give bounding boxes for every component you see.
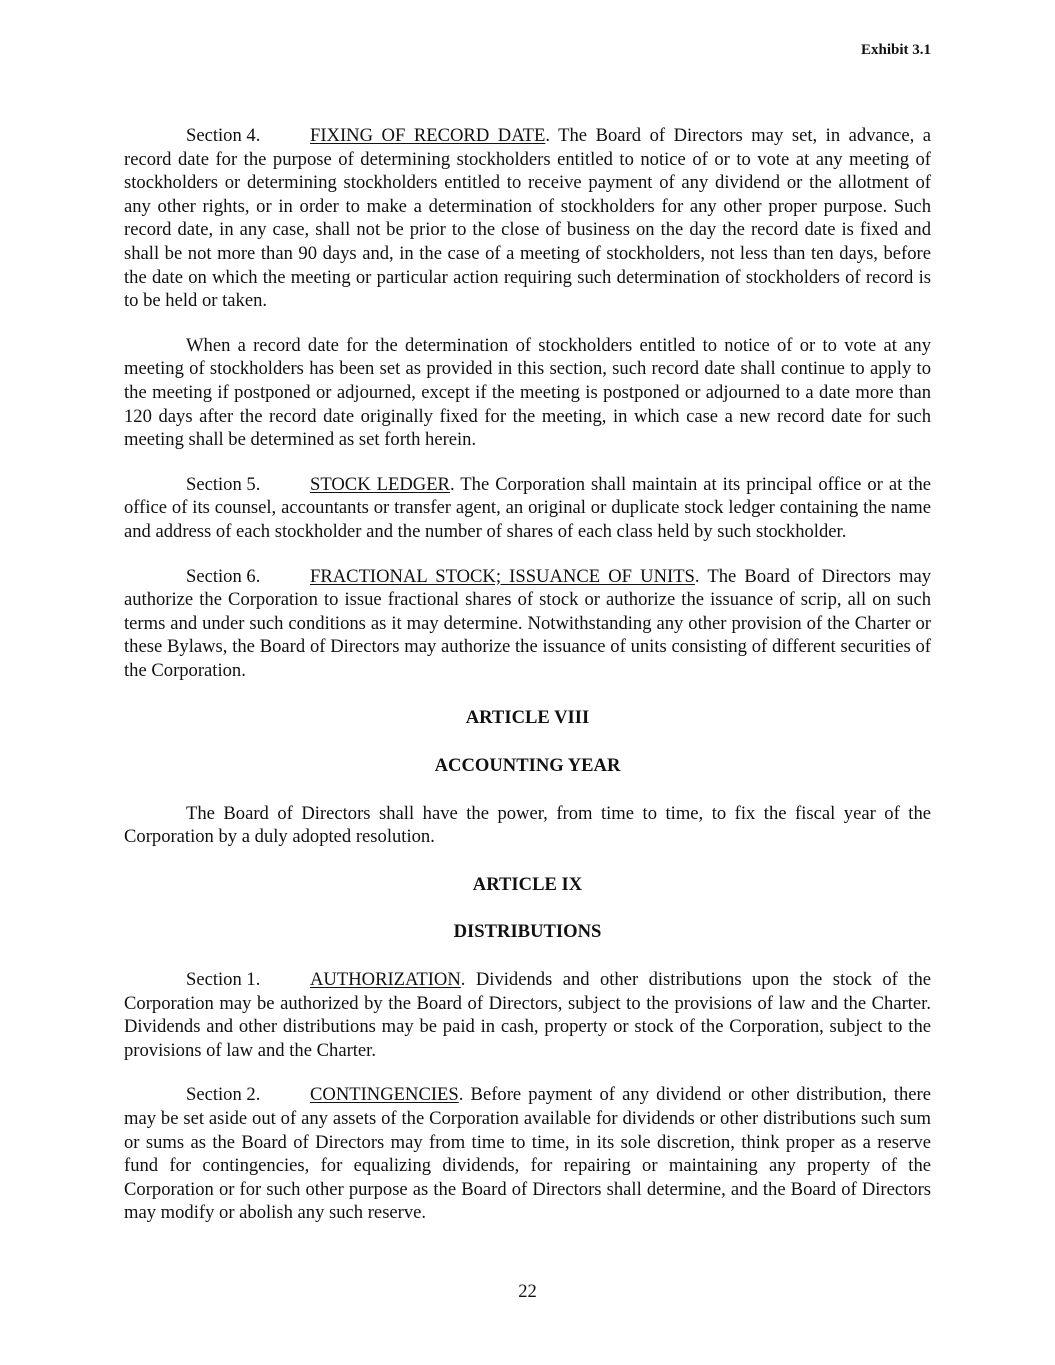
page-number: 22 (518, 1281, 537, 1302)
accounting-year-paragraph: The Board of Directors shall have the power, from time to time, to fix the fiscal year of the Corporation by a duly adopted resolution. (124, 802, 931, 848)
section-text: . The Corporation shall maintain at its principal office or at the office of its counsel, accountants or transfer agent, an original or duplicate stock ledger containing the name and address of each stockholder and the number of shares of each class held by such stockholder. (124, 473, 931, 542)
exhibit-label: Exhibit 3.1 (860, 42, 931, 58)
section-1-paragraph (124, 968, 931, 1062)
section-text: . The Board of Directors may set, in advance, a record date for the purpose of determining stockholders entitled to notice of or to vote at any meeting of stockholders or determining stockholders entitled to receive payment of any dividend or the allotment of any other rights, or in order to make a determination of stockholders for any other proper purpose. Such record date, in any case, shall not be prior to the close of business on the day the record date is fixed and shall be not more than 90 days and, in the case of a meeting of stockholders, not less than ten days, before the date on which the meeting or particular action requiring such determination of stockholders of record is to be held or taken. (124, 125, 932, 312)
section-title: FRACTIONAL STOCK; ISSUANCE OF UNITS (310, 565, 695, 587)
section-title: CONTINGENCIES (310, 1084, 459, 1106)
section-label: Section 5. (186, 473, 261, 495)
article-title-heading: DISTRIBUTIONS (453, 921, 602, 943)
section-4-continuation-paragraph: When a record date for the determination of stockholders entitled to notice of or to vote at any meeting of stockholders has been set as provided in this section, such record date shall continue to apply to the meeting if postponed or adjourned, except if the meeting is postponed or adjourned to a date more than 120 days after the record date originally fixed for the meeting, in which case a new record date for such meeting shall be determined as set forth herein. (124, 334, 931, 451)
section-label: Section 6. (186, 565, 261, 587)
section-title: FIXING OF RECORD DATE (310, 125, 546, 146)
section-4-paragraph (124, 124, 931, 313)
section-text: . Dividends and other distributions upon the stock of the Corporation may be authorized by the Board of Directors, subject to the provisions of law and the Charter. Dividends and other distributions may be paid in cash, property or stock of the Corporation, subject to the provisions of law and the Charter. (124, 969, 931, 1061)
document-body (124, 124, 931, 1225)
section-6-paragraph (124, 565, 931, 683)
section-2-paragraph (124, 1083, 931, 1225)
section-label: Section 2. (186, 1084, 261, 1106)
article-number-heading: ARTICLE VIII (465, 707, 590, 729)
section-text: . Before payment of any dividend or other distribution, there may be set aside out of any assets of the Corporation available for dividends or other distributions such sum or sums as the Board of Directors may from time to time, in its sole discretion, think proper as a reserve fund for contingencies, for equalizing dividends, for repairing or maintaining any property of the Corporation or for such other purpose as the Board of Directors shall determine, and the Board of Directors may modify or abolish any such reserve. (124, 1084, 931, 1224)
section-label: Section 4. (186, 125, 261, 146)
article-title-heading: ACCOUNTING YEAR (434, 755, 621, 777)
section-title: AUTHORIZATION (310, 969, 461, 991)
section-title: STOCK LEDGER (310, 473, 450, 495)
section-label: Section 1. (186, 969, 261, 991)
article-number-heading: ARTICLE IX (472, 873, 583, 895)
section-5-paragraph (124, 473, 931, 544)
section-text: . The Board of Directors may authorize the Corporation to issue fractional shares of stock or authorize the issuance of scrip, all on such terms and under such conditions as it may determine. Notwithstanding any other provision of the Charter or these Bylaws, the Board of Directors may authorize the issuance of units consisting of different securities of the Corporation. (124, 565, 932, 681)
